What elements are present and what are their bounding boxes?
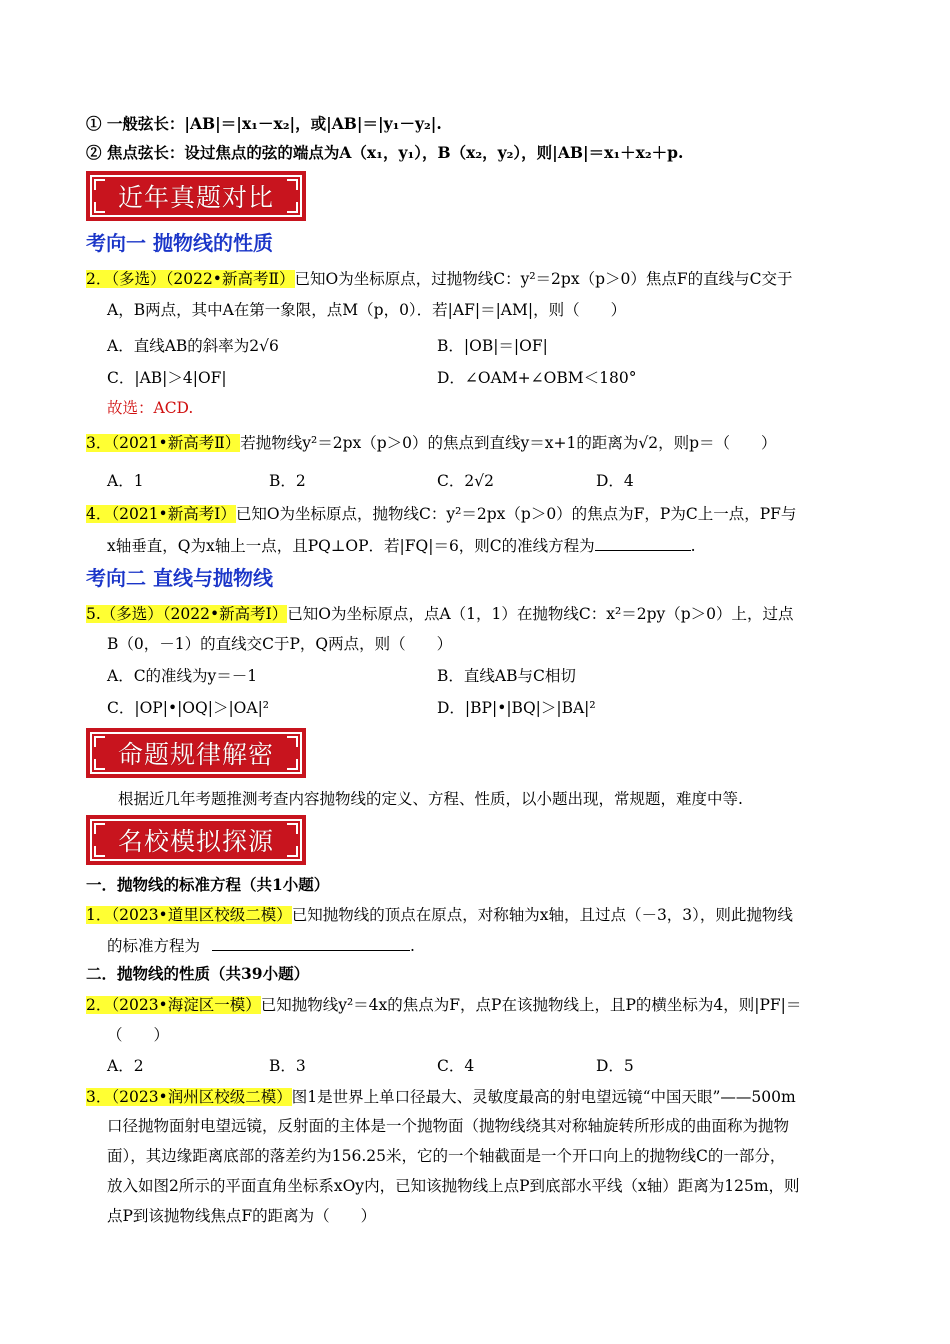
mock-heading-2: 二．抛物线的性质（共39小题） [86, 964, 310, 983]
mock-question-1-line2-end: . [410, 937, 415, 955]
mock-question-2-option-c: C．4 [437, 1057, 475, 1075]
mock-question-1-line2 [107, 934, 415, 957]
banner-schools [86, 815, 306, 865]
question-5-line2: B（0，－1）的直线交C于P，Q两点，则（ ） [107, 635, 453, 653]
mock-question-3-line1: 图1是世界上单口径最大、灵敏度最高的射电望远镜“中国天眼”——500m [291, 1088, 796, 1106]
question-5-line1: 已知O为坐标原点，点A（1，1）在抛物线C：x²＝2py（p＞0）上，过点 [287, 605, 794, 623]
question-2-option-d: D．∠OAM+∠OBM＜180° [437, 369, 637, 387]
banner-rules [86, 728, 306, 778]
mock-question-3-line3: 面），其边缘距离底部的落差约为156.25米，它的一个轴截面是一个开口向上的抛物线C的一部分， [107, 1147, 786, 1165]
mock-question-2-line1: 已知抛物线y²＝4x的焦点为F，点P在该抛物线上，且P的横坐标为4，则|PF|＝ [260, 996, 802, 1014]
question-3-line1: 若抛物线y²＝2px（p＞0）的焦点到直线y＝x+1的距离为√2，则p＝（ ） [240, 434, 777, 452]
mock-question-2-tag: 2．（2023•海淀区一模） [86, 996, 261, 1014]
mock-question-3-line4: 放入如图2所示的平面直角坐标系xOy内，已知该抛物线上点P到底部水平线（x轴）距离为125m，则 [107, 1177, 800, 1195]
section-heading-2: 考向二 直线与抛物线 [86, 566, 273, 590]
mock-question-1-tag: 1．（2023•道里区校级二模） [86, 906, 292, 924]
answer-blank [595, 534, 691, 551]
question-3-option-c: C．2√2 [437, 472, 494, 490]
mock-question-2-option-d: D．5 [596, 1057, 634, 1075]
question-4-tag: 4．（2021•新高考Ⅰ） [86, 505, 236, 523]
mock-question-3 [86, 1086, 796, 1108]
mock-question-1 [86, 904, 793, 926]
question-2-line1: 已知O为坐标原点，过抛物线C：y²＝2px（p＞0）焦点F的直线与C交于 [294, 270, 793, 288]
chord-focal: ② 焦点弦长：设过焦点的弦的端点为A（x₁，y₁），B（x₂，y₂），则|AB|＝x₁＋x₂＋p. [86, 143, 684, 162]
answer-blank [212, 934, 410, 951]
question-2-tag: 2．（多选）（2022•新高考Ⅱ） [86, 270, 295, 288]
mock-question-3-tag: 3．（2023•润州区校级二模） [86, 1088, 292, 1106]
question-5-option-b: B．直线AB与C相切 [437, 667, 576, 685]
mock-question-2-option-a: A．2 [107, 1057, 144, 1075]
question-4-line1: 已知O为坐标原点，抛物线C：y²＝2px（p＞0）的焦点为F，P为C上一点，PF与 [235, 505, 797, 523]
mock-question-1-line1: 已知抛物线的顶点在原点，对称轴为x轴，且过点（－3，3），则此抛物线 [291, 906, 793, 924]
question-2 [86, 268, 792, 290]
mock-question-1-line2-text: 的标准方程为 [107, 937, 201, 955]
banner-recent-title: 近年真题对比 [117, 183, 274, 212]
mock-heading-1: 一．抛物线的标准方程（共1小题） [86, 875, 330, 894]
question-3-option-d: D．4 [596, 472, 634, 490]
question-3-option-b: B．2 [269, 472, 306, 490]
question-3 [86, 432, 777, 454]
question-2-line2: A，B两点，其中A在第一象限，点M（p，0）．若|AF|＝|AM|，则（ ） [107, 301, 627, 319]
question-3-tag: 3．（2021•新高考Ⅱ） [86, 434, 241, 452]
mock-question-2-option-b: B．3 [269, 1057, 306, 1075]
question-4 [86, 503, 796, 525]
mock-question-2 [86, 994, 801, 1016]
question-2-answer: 故选：ACD. [107, 399, 194, 417]
banner-recent [86, 171, 306, 221]
chord-general: ① 一般弦长：|AB|＝|x₁－x₂|，或|AB|＝|y₁－y₂|. [86, 114, 442, 133]
question-5-option-a: A．C的准线为y＝－1 [107, 667, 258, 685]
question-2-option-a: A．直线AB的斜率为2√6 [107, 337, 279, 355]
question-5 [86, 603, 794, 625]
question-2-option-b: B．|OB|＝|OF| [437, 337, 548, 355]
banner-rules-title: 命题规律解密 [117, 740, 274, 769]
question-5-tag: 5.（多选）（2022•新高考Ⅰ） [86, 605, 288, 623]
mock-question-2-line2: （ ） [107, 1026, 170, 1044]
question-5-option-c: C．|OP|•|OQ|＞|OA|² [107, 699, 270, 717]
question-3-option-a: A．1 [107, 472, 144, 490]
question-5-option-d: D．|BP|•|BQ|＞|BA|² [437, 699, 596, 717]
rules-text: 根据近几年考题推测考查内容抛物线的定义、方程、性质，以小题出现，常规题，难度中等. [118, 790, 743, 808]
mock-question-3-line2: 口径抛物面射电望远镜，反射面的主体是一个抛物面（抛物线绕其对称轴旋转所形成的曲面称为抛物 [107, 1117, 790, 1135]
mock-question-3-line5: 点P到该抛物线焦点F的距离为（ ） [107, 1207, 377, 1225]
section-heading-1: 考向一 抛物线的性质 [86, 231, 273, 255]
question-4-line2 [107, 534, 696, 557]
question-4-line2-end: . [690, 537, 696, 555]
question-2-option-c: C．|AB|＞4|OF| [107, 369, 227, 387]
banner-schools-title: 名校模拟探源 [117, 827, 274, 856]
question-4-line2-text: x轴垂直，Q为x轴上一点，且PQ⊥OP．若|FQ|＝6，则C的准线方程为 [107, 537, 595, 555]
